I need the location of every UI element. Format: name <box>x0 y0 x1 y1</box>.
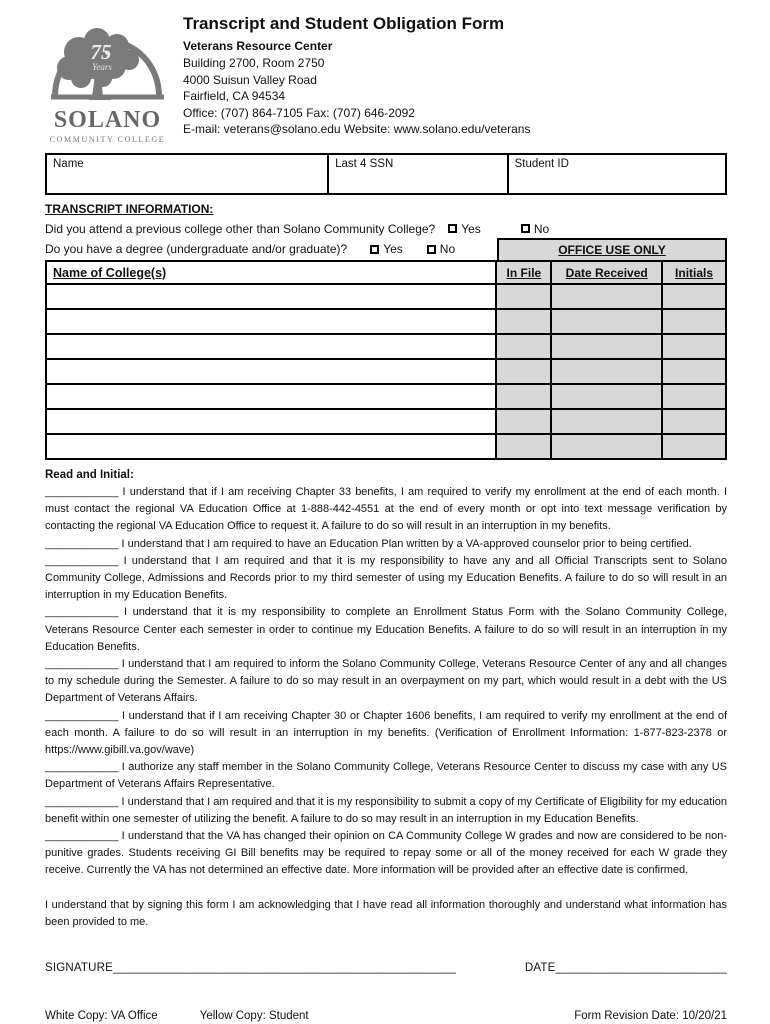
initial-blank-line[interactable]: ____________ <box>45 486 123 498</box>
question-degree <box>45 238 455 260</box>
date-received-cell[interactable] <box>551 284 662 309</box>
initial-item <box>45 794 727 828</box>
initial-item-text: I understand that it is my responsibility to complete an Enrollment Status Form with the Solano Community College, Veterans Resource Center each semester in order to continue my Education Benefits. A failure to do so will result in an interruption in my Education Benefits. <box>45 606 727 653</box>
college-name-cell[interactable] <box>46 334 496 359</box>
q2-yes-option[interactable] <box>370 242 403 256</box>
q2-no-checkbox[interactable] <box>427 245 436 254</box>
initial-item-text: I understand that I am required and that it is my responsibility to have any and all Official Transcripts sent to Solano Community College, Admissions and Records prior to my third semester of using my Education Benefits. A failure to do so will result in an interruption in my Education Benefits. <box>45 554 728 602</box>
college-name-header: Name of College(s) <box>46 261 496 284</box>
read-and-initial-heading: Read and Initial: <box>45 469 134 481</box>
college-table-row <box>46 434 726 459</box>
college-name-cell[interactable] <box>46 284 496 309</box>
date-received-cell[interactable] <box>551 334 662 359</box>
date-received-cell[interactable] <box>551 434 662 459</box>
college-name-cell[interactable] <box>46 434 496 459</box>
phone-fax-line: Office: (707) 864-7105 Fax: (707) 646-2092 <box>183 105 415 120</box>
college-name-cell[interactable] <box>46 309 496 334</box>
q2-no-option[interactable] <box>427 242 455 256</box>
initials-cell[interactable] <box>662 384 726 409</box>
question-previous-college <box>45 219 727 238</box>
date-received-cell[interactable] <box>551 359 662 384</box>
initial-blank-line[interactable]: ____________ <box>45 658 122 671</box>
initial-item <box>45 553 727 605</box>
q1-no-checkbox[interactable] <box>521 224 530 233</box>
in-file-cell[interactable] <box>496 284 551 309</box>
q1-yes-option[interactable] <box>448 222 481 236</box>
initial-blank-line[interactable]: ____________ <box>45 761 122 774</box>
q2-no-label: No <box>439 242 456 256</box>
office-use-only-banner <box>497 238 727 260</box>
college-table-row <box>46 359 726 384</box>
college-name-cell[interactable] <box>46 359 496 384</box>
question2-text: Do you have a degree (undergraduate and/or graduate)? <box>45 242 348 256</box>
in-file-cell[interactable] <box>496 434 551 459</box>
initial-item <box>45 536 727 553</box>
signature-label: SIGNATURE <box>45 962 114 975</box>
college-logo <box>45 12 170 144</box>
initial-blank-line[interactable]: ____________ <box>45 537 122 550</box>
address-line: Building 2700, Room 2750 <box>183 56 325 70</box>
student-info-table <box>45 153 727 195</box>
initial-item-text: I understand that I am required and that it is my responsibility to submit a copy of my Certificate of Eligibility for my education benefit within one semester of utilizing the benefit. A failure to do so may result in an interruption in my Education Benefits. <box>45 795 727 825</box>
signature-row <box>45 962 727 974</box>
q1-yes-label: Yes <box>461 221 481 236</box>
student-id-label: Student ID <box>514 158 569 170</box>
initial-item-text: I authorize any staff member in the Solano Community College, Veterans Resource Center to discuss my case with any US Department of Veterans Affairs Representative. <box>45 761 727 791</box>
date-received-cell[interactable] <box>551 309 662 334</box>
ssn-field[interactable] <box>328 154 507 194</box>
initial-item <box>45 484 727 536</box>
org-name: Veterans Resource Center <box>183 39 333 53</box>
college-table-row <box>46 409 726 434</box>
student-id-field[interactable] <box>508 154 726 194</box>
date-received-cell[interactable] <box>551 409 662 434</box>
date-line[interactable]: __________________________ <box>555 962 727 975</box>
header-text <box>183 12 530 144</box>
colleges-table-body <box>46 284 726 459</box>
initial-item <box>45 759 727 793</box>
name-label: Name <box>53 158 84 170</box>
question1-text: Did you attend a previous college other than Solano Community College? <box>45 221 436 236</box>
initials-cell[interactable] <box>662 434 726 459</box>
in-file-header: In File <box>496 261 551 284</box>
address-line: Fairfield, CA 94534 <box>183 89 286 103</box>
white-copy-note: White Copy: VA Office <box>45 1010 158 1023</box>
initial-item <box>45 656 727 708</box>
q1-yes-checkbox[interactable] <box>448 224 457 233</box>
signature-line[interactable]: ____________________________________________________ <box>113 962 457 975</box>
college-name-cell[interactable] <box>46 384 496 409</box>
initial-blank-line[interactable]: ____________ <box>45 554 124 567</box>
in-file-cell[interactable] <box>496 359 551 384</box>
initial-item-text: I understand that if I am receiving Chapter 33 benefits, I am required to verify my enrollment at the end of each month. I must contact the regional VA Education Office at 1-888-442-4551 at the end of every month or opt into text message verification by contacting the regional VA Education Office to request it. A failure to do so will result in an interruption in my benefits. <box>45 486 728 533</box>
college-table-row <box>46 384 726 409</box>
initials-cell[interactable] <box>662 334 726 359</box>
copy-distribution <box>45 1010 309 1022</box>
question-degree-row <box>45 238 727 260</box>
office-use-only-label: OFFICE USE ONLY <box>558 243 666 257</box>
logo-college-name: SOLANO <box>53 107 162 133</box>
footer <box>45 1010 727 1022</box>
logo-college-subtitle: COMMUNITY COLLEGE <box>49 135 166 144</box>
college-name-cell[interactable] <box>46 409 496 434</box>
initials-cell[interactable] <box>662 359 726 384</box>
email-website-line: E-mail: veterans@solano.edu Website: www.solano.edu/veterans <box>183 122 531 136</box>
initials-header: Initials <box>662 261 726 284</box>
initial-item <box>45 708 727 760</box>
page-title: Transcript and Student Obligation Form <box>183 14 505 33</box>
acknowledgement-paragraph: I understand that by signing this form I am acknowledging that I have read all information thoroughly and understand what information has been provided to me. <box>45 898 727 928</box>
initial-item-text: I understand that I am required to inform the Solano Community College, Veterans Resource Center of any and all changes to my schedule during the Semester. A failure to do so may result in an overpayment on my part, which would result in a debt with the US Department of Veterans Affairs. <box>45 658 728 705</box>
ssn-label: Last 4 SSN <box>335 158 394 170</box>
solano-logo-icon <box>45 26 170 102</box>
initial-blank-line[interactable]: ____________ <box>45 795 122 808</box>
initial-item-text: I understand that I am required to have an Education Plan written by a VA-approved counselor prior to being certified. <box>121 537 692 550</box>
initial-item-text: I understand that if I am receiving Chapter 30 or Chapter 1606 benefits, I am required to verify my enrollment at the end of each month. A failure to do so will result in an interruption in my benefits. (Verification of Enrollment Information: 1-877-823-2378 or https://www.gibill.va.gov/wave) <box>45 709 728 757</box>
read-and-initial-section <box>45 467 727 931</box>
q1-no-option[interactable] <box>521 222 549 236</box>
date-received-header: Date Received <box>551 261 662 284</box>
in-file-cell[interactable] <box>496 384 551 409</box>
colleges-table <box>45 260 727 460</box>
header <box>45 12 727 144</box>
q2-yes-checkbox[interactable] <box>370 245 379 254</box>
initials-cell[interactable] <box>662 409 726 434</box>
initial-blank-line[interactable]: ____________ <box>45 709 122 722</box>
name-field[interactable] <box>46 154 328 194</box>
svg-text:75: 75 <box>90 40 112 64</box>
q1-no-label: No <box>533 221 550 236</box>
initial-item <box>45 604 727 656</box>
in-file-cell[interactable] <box>496 309 551 334</box>
form-revision-date: Form Revision Date: 10/20/21 <box>574 1010 727 1023</box>
initial-item <box>45 828 727 880</box>
colleges-header-row <box>46 261 726 284</box>
svg-text:Years: Years <box>92 62 112 72</box>
q2-yes-label: Yes <box>383 242 403 256</box>
college-table-row <box>46 309 726 334</box>
date-received-cell[interactable] <box>551 384 662 409</box>
initials-cell[interactable] <box>662 284 726 309</box>
student-info-row <box>46 154 726 194</box>
yellow-copy-note: Yellow Copy: Student <box>199 1010 309 1023</box>
transcript-info-heading: TRANSCRIPT INFORMATION: <box>45 202 214 216</box>
college-table-row <box>46 284 726 309</box>
initial-blank-line[interactable]: ____________ <box>45 606 124 619</box>
initial-item-text: I understand that the VA has changed their opinion on CA Community College W grades and now are considered to be non-punitive grades. Students receiving GI Bill benefits may be required to repay some or all of the money received for each W grade they receive. Currently the VA has not determined an effective date. More information will be provided after an effective date is confirmed. <box>45 830 727 877</box>
signature-group <box>45 962 456 974</box>
date-label: DATE <box>524 962 556 975</box>
initials-cell[interactable] <box>662 309 726 334</box>
in-file-cell[interactable] <box>496 409 551 434</box>
address-line: 4000 Suisun Valley Road <box>183 72 317 87</box>
in-file-cell[interactable] <box>496 334 551 359</box>
initial-blank-line[interactable]: ____________ <box>45 830 122 843</box>
date-group <box>525 962 727 974</box>
college-table-row <box>46 334 726 359</box>
